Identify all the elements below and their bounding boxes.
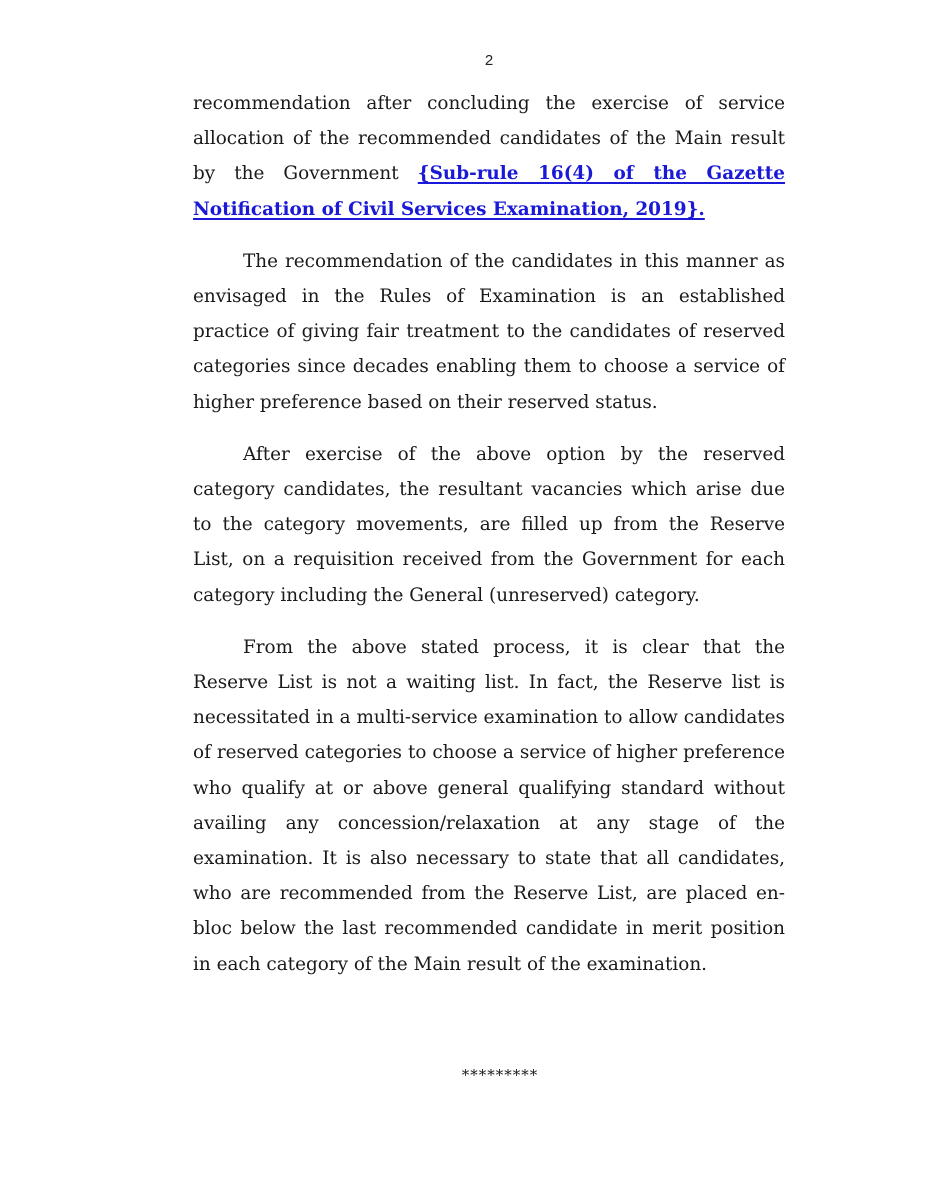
end-of-document-marker: ********* (461, 1066, 539, 1084)
paragraph-4: From the above stated process, it is clear that the Reserve List is not a waiting list. In fact, the Reserve list is necessitated in a multi-service examination to allow candidates of reserved categories to choose a service of higher preference who qualify at or above general qualifying standard without availing any concession/relaxation at any stage of the examination. It is also necessary to state that all candidates, who are recommended from the Reserve List, are placed en-bloc below the last recommended candidate in merit position in each category of the Main result of the examination. (193, 636, 785, 975)
document-body (193, 86, 785, 982)
paragraph-1-text: recommendation after concluding the exercise of service allocation of the recommended candidates of the Main result by the Government (193, 93, 785, 185)
paragraph-1 (193, 86, 785, 227)
paragraph-2: The recommendation of the candidates in this manner as envisaged in the Rules of Examination is an established practice of giving fair treatment to the candidates of reserved categories since decades enabling them to choose a service of higher preference based on their reserved status. (193, 250, 785, 413)
page-number: 2 (484, 52, 494, 69)
paragraph-3: After exercise of the above option by the reserved category candidates, the resultant vacancies which arise due to the category movements, are filled up from the Reserve List, on a requisition received from the Government for each category including the General (unreserved) category. (193, 443, 785, 606)
gazette-notification-link[interactable]: {Sub-rule 16(4) of the Gazette Notification of Civil Services Examination, 2019}. (193, 163, 785, 220)
